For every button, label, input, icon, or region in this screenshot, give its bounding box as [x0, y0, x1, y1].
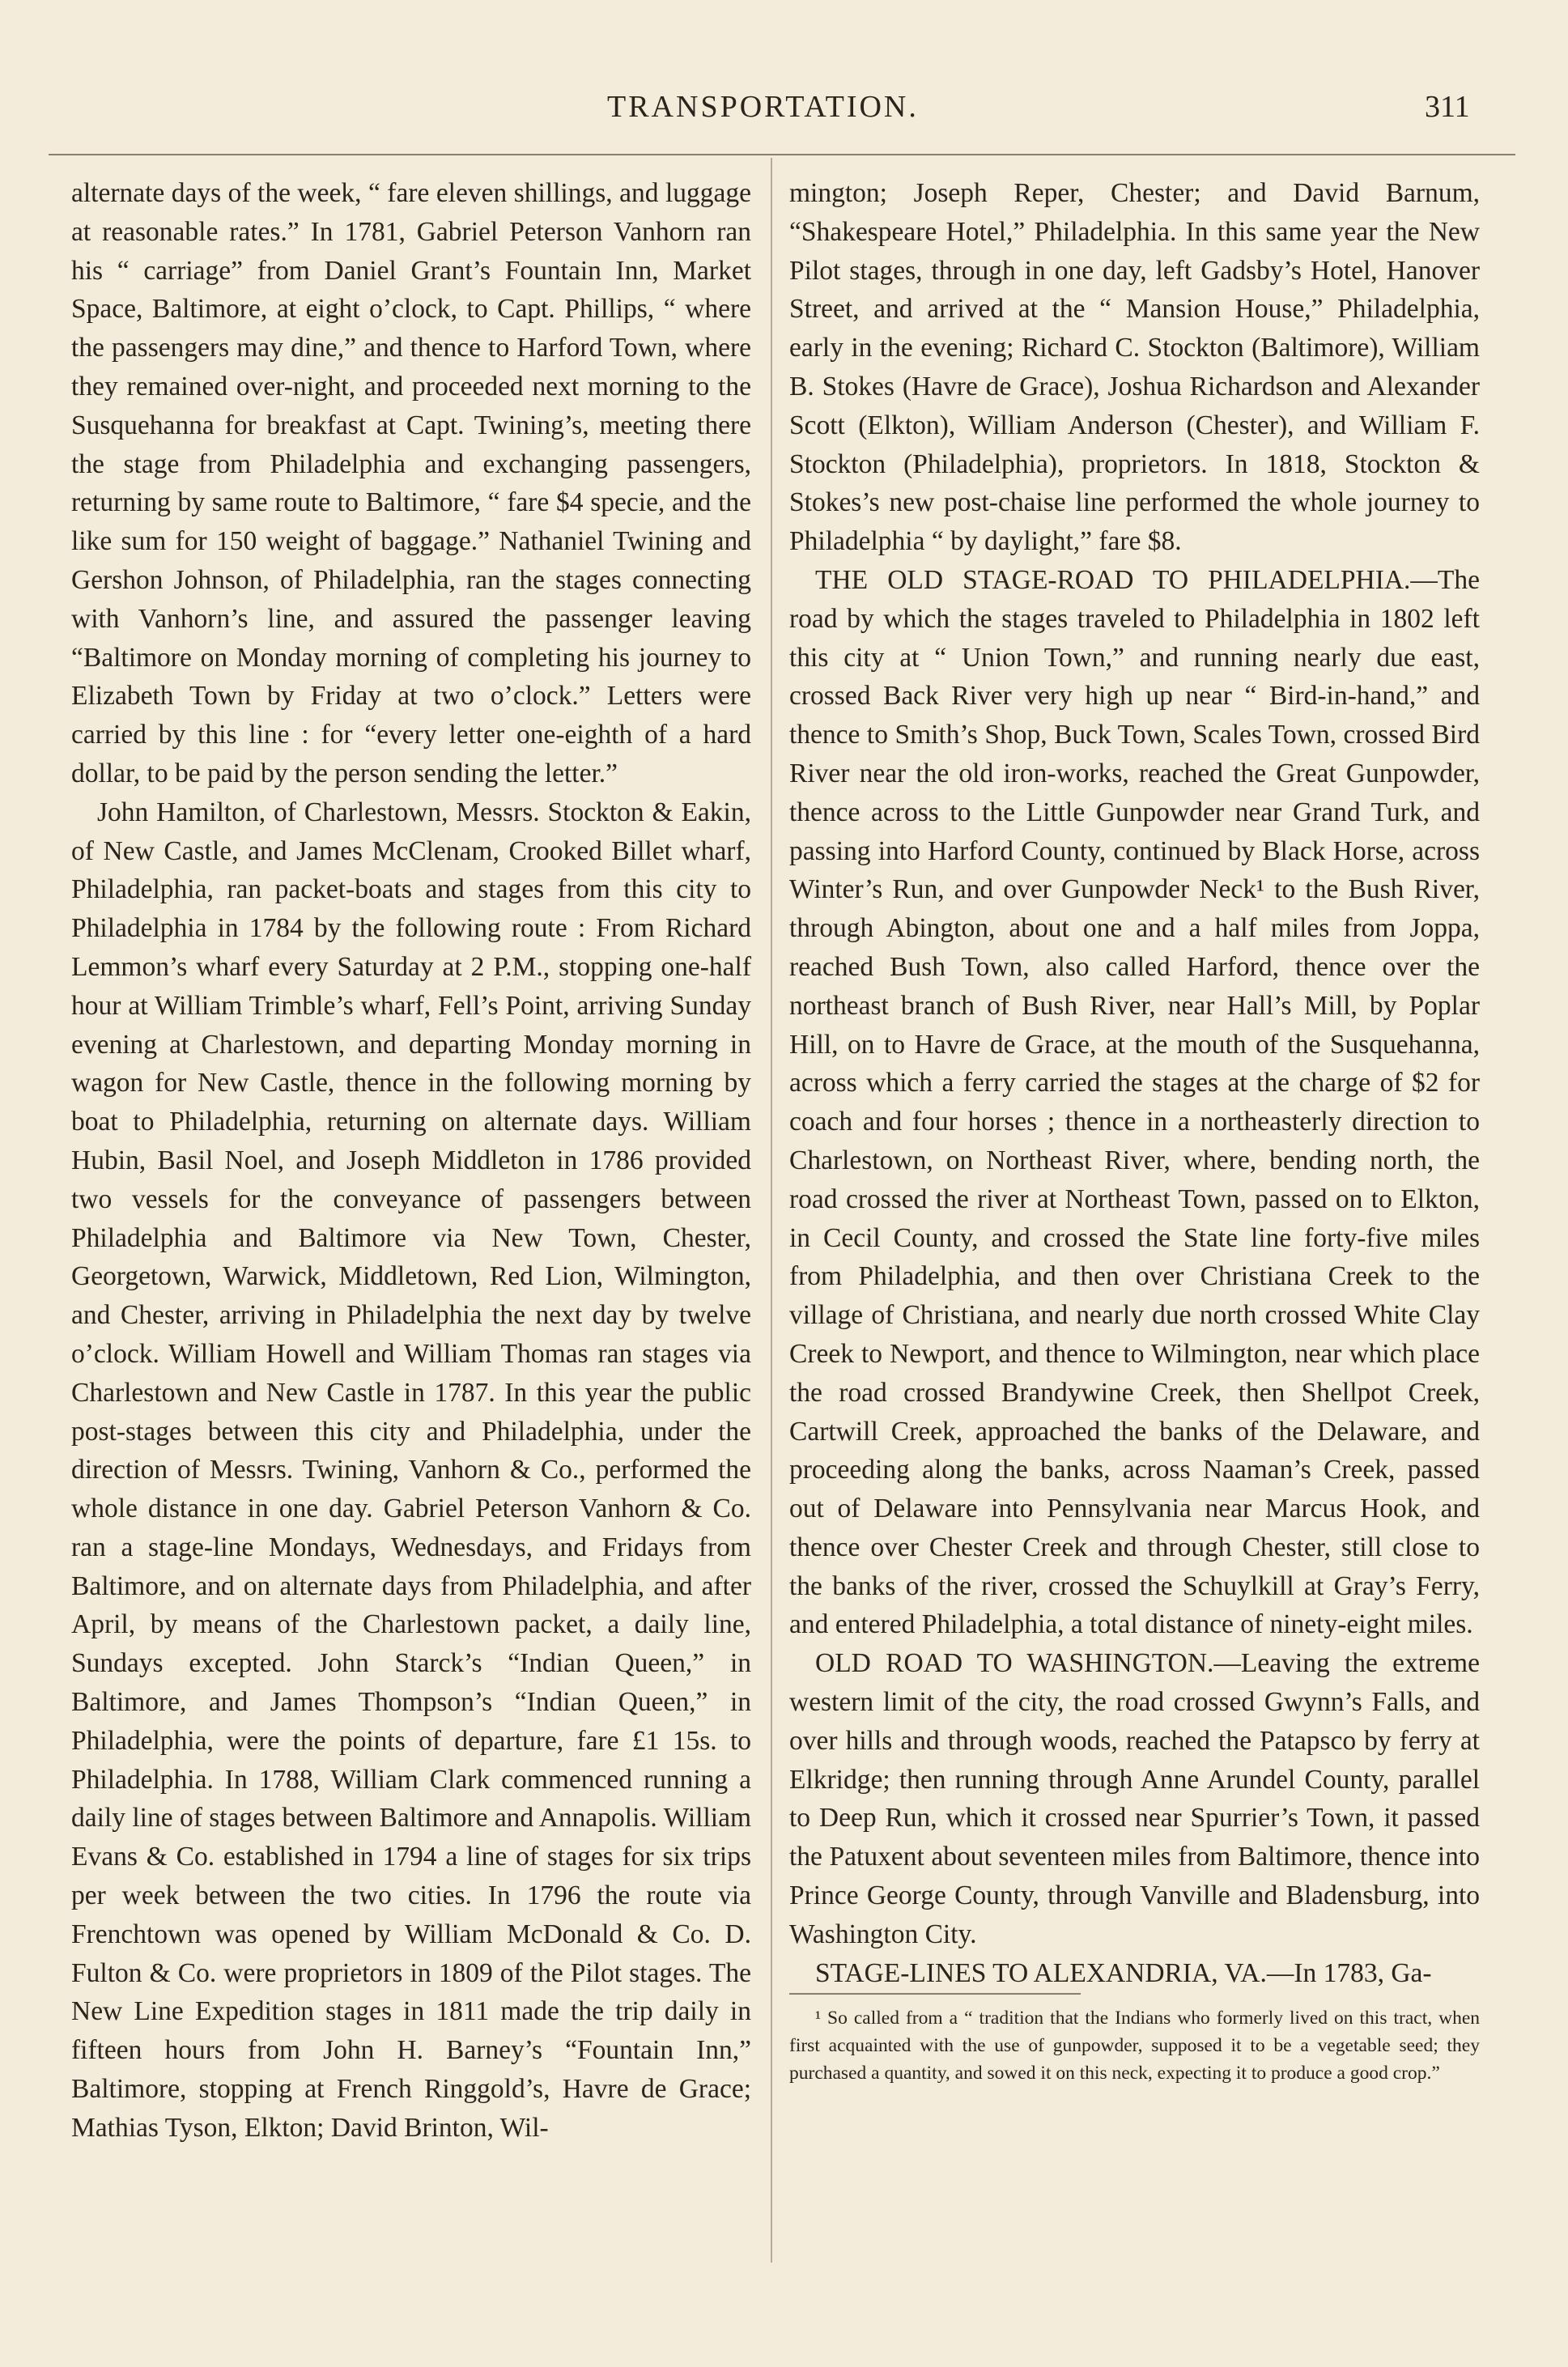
page-number: 311: [1425, 90, 1470, 124]
right-column: [789, 174, 1480, 1992]
header-rule: [49, 154, 1515, 155]
running-head-title: TRANSPORTATION.: [607, 90, 919, 124]
section-paragraph-stage-lines-alexandria: STAGE-LINES TO ALEXANDRIA, VA.—In 1783, Ga-: [815, 1957, 1432, 1988]
section-paragraph-old-road-washington: OLD ROAD TO WASHINGTON.—Leaving the extreme western limit of the city, the road crossed Gwynn’s Falls, and over hills and through woods, reached the Patapsco by ferry at Elkridge; then running through Anne Arundel County, parallel to Deep Run, which it crossed near Spurrier’s Town, it passed the Patuxent about seventeen miles from Baltimore, thence into Prince George County, through Vanville and Bladensburg, into Washington City.: [789, 1648, 1480, 1949]
footnote-rule: [789, 1993, 1081, 1995]
section-paragraph-old-stage-road: THE OLD STAGE-ROAD TO PHILADELPHIA.—The road by which the stages traveled to Philadelphia in 1802 left this city at “ Union Town,” and running nearly due east, crossed Back River very high up near “ Bird-in-hand,” and thence to Smith’s Shop, Buck Town, Scales Town, crossed Bird River near the old iron-works, reached the Great Gunpowder, thence across to the Little Gunpowder near Grand Turk, and passing into Harford County, continued by Black Horse, across Winter’s Run, and over Gunpowder Neck¹ to the Bush River, through Abington, about one and a half miles from Joppa, reached Bush Town, also called Harford, thence over the northeast branch of Bush River, near Hall’s Mill, by Poplar Hill, on to Havre de Grace, at the mouth of the Susquehanna, across which a ferry carried the stages at the charge of $2 for coach and four horses ; thence in a northeasterly direction to Charlestown, on Northeast River, where, bending north, the road crossed the river at Northeast Town, passed on to Elkton, in Cecil County, and crossed the State line forty-five miles from Philadelphia, and then over Christiana Creek to the village of Christiana, and nearly due north crossed White Clay Creek to Newport, and thence to Wilmington, near which place the road crossed Brandywine Creek, then Shellpot Creek, Cartwill Creek, approached the banks of the Delaware, and proceeding along the banks, across Naaman’s Creek, passed out of Delaware into Pennsylvania near Marcus Hook, and thence over Chester Creek and through Chester, still close to the banks of the river, crossed the Schuylkill at Gray’s Ferry, and entered Philadelphia, a total distance of ninety-eight miles.: [789, 564, 1480, 1640]
footnote: ¹ So called from a “ tradition that the Indians who formerly lived on this tract, when first acquainted with the use of gunpowder, supposed it to be a vegetable seed; they purchased a quantity, and sowed it on this neck, expecting it to produce a good crop.”: [789, 2008, 1480, 2084]
left-column: [71, 174, 751, 2148]
paragraph: alternate days of the week, “ fare eleven shillings, and luggage at reasonable rates.” In 1781, Gabriel Peterson Vanhorn ran his “ carriage” from Daniel Grant’s Fountain Inn, Market Space, Baltimore, at eight o’clock, to Capt. Phillips, “ where the passengers may dine,” and thence to Harford Town, where they remained over-night, and proceeded next morning to the Susquehanna for breakfast at Capt. Twining’s, meeting there the stage from Philadelphia and exchanging passengers, returning by same route to Baltimore, “ fare $4 specie, and the like sum for 150 weight of baggage.” Nathaniel Twining and Gershon Johnson, of Philadelphia, ran the stages connecting with Vanhorn’s line, and assured the passenger leaving “Baltimore on Monday morning of completing his journey to Elizabeth Town by Friday at two o’clock.” Letters were carried by this line : for “every letter one-eighth of a hard dollar, to be paid by the person sending the letter.”: [71, 178, 751, 788]
column-divider: [771, 158, 772, 2263]
paragraph: John Hamilton, of Charlestown, Messrs. Stockton & Eakin, of New Castle, and James McClenam, Crooked Billet wharf, Philadelphia, ran packet-boats and stages from this city to Philadelphia in 1784 by the following route : From Richard Lemmon’s wharf every Saturday at 2 P.M., stopping one-half hour at William Trimble’s wharf, Fell’s Point, arriving Sunday evening at Charlestown, and departing Monday morning in wagon for New Castle, thence in the following morning by boat to Philadelphia, returning on alternate days. William Hubin, Basil Noel, and Joseph Middleton in 1786 provided two vessels for the conveyance of passengers between Philadelphia and Baltimore via New Town, Chester, Georgetown, Warwick, Middletown, Red Lion, Wilmington, and Chester, arriving in Philadelphia the next day by twelve o’clock. William Howell and William Thomas ran stages via Charlestown and New Castle in 1787. In this year the public post-stages between this city and Philadelphia, under the direction of Messrs. Twining, Vanhorn & Co., performed the whole distance in one day. Gabriel Peterson Vanhorn & Co. ran a stage-line Mondays, Wednesdays, and Fridays from Baltimore, and on alternate days from Philadelphia, and after April, by means of the Charlestown packet, a daily line, Sundays excepted. John Starck’s “Indian Queen,” in Baltimore, and James Thompson’s “Indian Queen,” in Philadelphia, were the points of departure, fare £1 15s. to Philadelphia. In 1788, William Clark commenced running a daily line of stages between Baltimore and Annapolis. William Evans & Co. established in 1794 a line of stages for six trips per week between the two cities. In 1796 the route via Frenchtown was opened by William McDonald & Co. D. Fulton & Co. were proprietors in 1809 of the Pilot stages. The New Line Expedition stages in 1811 made the trip daily in fifteen hours from John H. Barney’s “Fountain Inn,” Baltimore, stopping at French Ringgold’s, Havre de Grace; Mathias Tyson, Elkton; David Brinton, Wil-: [71, 797, 752, 2143]
running-head: [0, 89, 1568, 138]
paragraph: mington; Joseph Reper, Chester; and David Barnum, “Shakespeare Hotel,” Philadelphia. In this same year the New Pilot stages, through in one day, left Gadsby’s Hotel, Hanover Street, and arrived at the “ Mansion House,” Philadelphia, early in the evening; Richard C. Stockton (Baltimore), William B. Stokes (Havre de Grace), Joshua Richardson and Alexander Scott (Elkton), William Anderson (Chester), and William F. Stockton (Philadelphia), proprietors. In 1818, Stockton & Stokes’s new post-chaise line performed the whole journey to Philadelphia “ by daylight,” fare $8.: [789, 178, 1480, 557]
